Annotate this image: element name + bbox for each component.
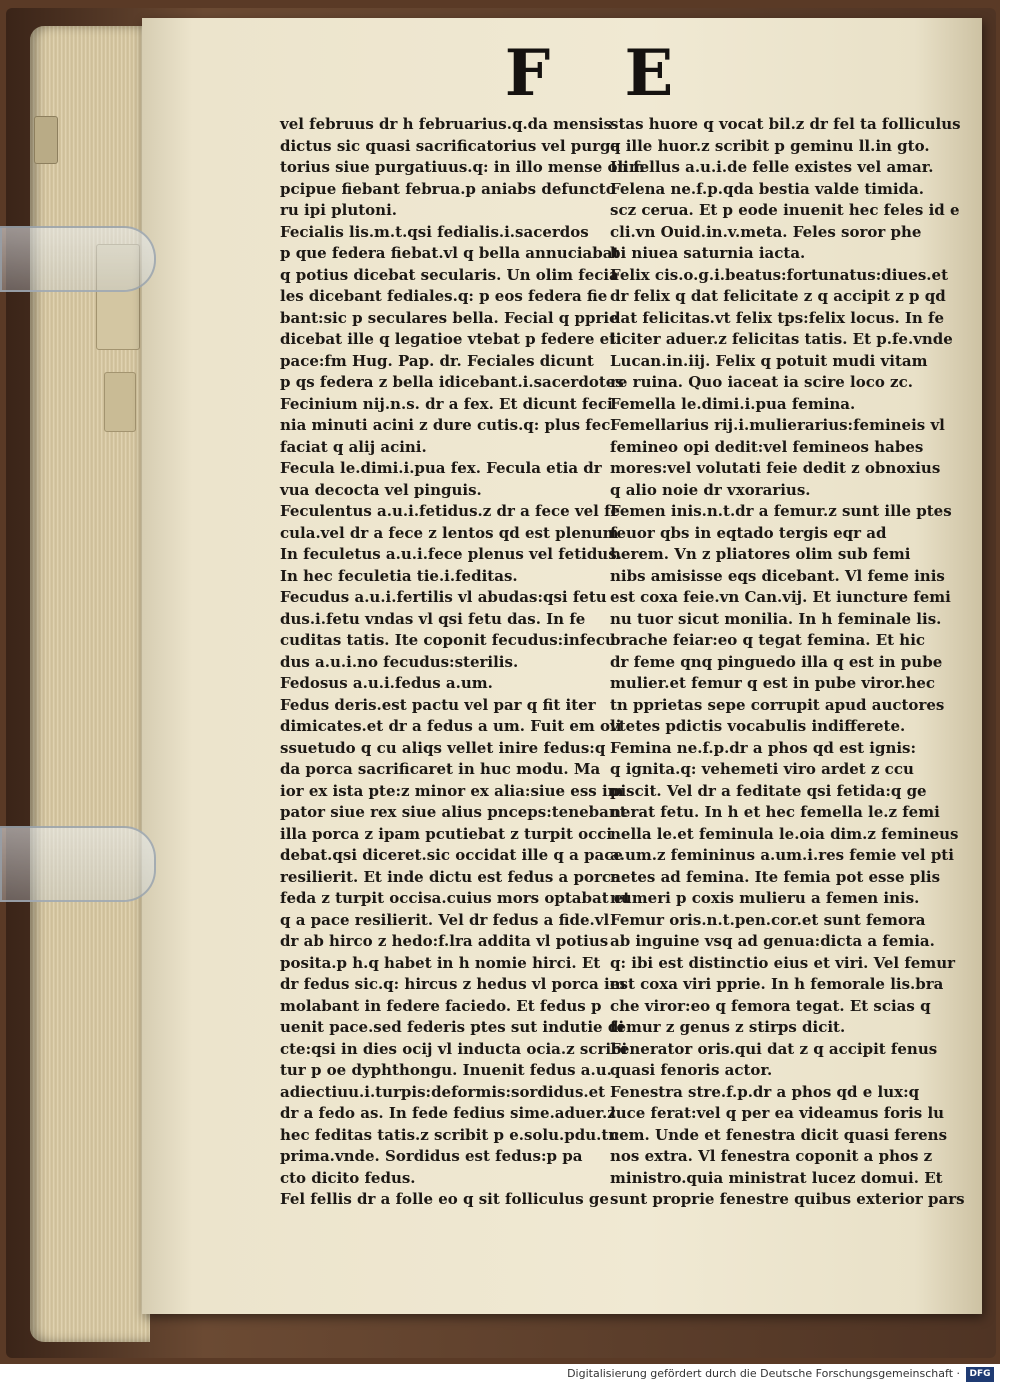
text-line: Fecinium nij.n.s. dr a fex. Et dicunt feci [280,394,613,413]
text-line: In fellus a.u.i.de felle existes vel amar. [610,158,934,176]
text-line: da porca sacrificaret in huc modu. Ma [280,760,601,778]
text-line: netes ad femina. Ite femia pot esse plis [610,867,941,886]
text-line: cto dicito fedus. [280,1168,416,1187]
text-line: nibs amisisse eqs dicebant. Vl feme inis [610,566,945,585]
text-line: vua decocta vel pinguis. [280,480,482,499]
text-line: dus.i.fetu vndas vl qsi fetu das. In fe [280,609,586,628]
text-line: Fedus deris.est pactu vel par q fit iter [280,695,596,714]
text-line: Femen inis.n.t.dr a femur.z sunt ille ptes [610,502,952,520]
text-line: In hec feculetia tie.i.feditas. [280,566,518,585]
text-line: scz ceruа. Et p eode inuenit hec feles id e [610,201,960,219]
text-line: sunt proprie fenestre quibus exterior pars [610,1190,965,1208]
text-line: debat.qsi diceret.sic occidat ille q a pace [280,846,623,864]
text-line: numeri p coxis mulieru a femen inis. [610,889,920,907]
text-line: bant:sic p seculares bella. Fecial q pprie [280,308,619,327]
text-line: q ignita.q: vehemeti viro ardet z ccu [610,760,914,778]
text-line: herem. Vn z pliatores olim sub femi [610,545,911,563]
book-page [142,18,982,1314]
text-line: dat felicitas.vt felix tps:felix locus. In fe [610,308,945,327]
text-line: vtetes pdictis vocabulis indifferete. [610,717,906,735]
text-line: nella le.et feminula le.oia dim.z femineus [610,824,959,843]
text-line: les dicebant fediales.q: p eos federa fie [280,287,608,305]
text-line: torius siue purgatiuus.q: in illo mense olim [280,158,645,176]
text-line: q alio noie dr vxorarius. [610,480,811,499]
text-line: Fel fellis dr a folle eo q sit folliculus ge [280,1190,609,1208]
marker-tab [104,372,136,432]
text-line: nia minuti acini z dure cutis.q: plus fec [280,416,611,434]
text-line: cula.vel dr a fece z lentos qd est plenum [280,523,619,542]
text-line: dimicates.et dr a fedus a um. Fuit em oli [280,717,622,735]
text-line: stas huore q vocat bil.z dr fel ta folliculus [610,115,961,133]
page-clamp-bottom [0,826,156,902]
text-line: Femella le.dimi.i.pua femina. [610,394,856,413]
text-line: pcipue fiebant februa.p aniabs defuncto [280,179,616,198]
text-line: che viror:eo q femora tegat. Et scias q [610,996,931,1015]
text-line: In feculetus a.u.i.fece plenus vel fetidus. [280,545,622,563]
text-line: dr feme qnq pinguedo illa q est in pube [610,652,943,671]
text-line: nerat fetu. In h et hec femella le.z femi [610,803,940,821]
text-line: dus a.u.i.no fecudus:sterilis. [280,652,519,671]
text-line: ior ex ista pte:z minor ex alia:siue ess im [280,781,624,800]
text-line: Fecula le.dimi.i.pua fex. Fecula etia dr [280,459,602,477]
text-line: Fenestra stre.f.p.dr a phos qd e lux:q [610,1082,920,1101]
text-line: dr ab hirco z hedo:f.lra addita vl potius [280,932,609,950]
text-line: p que federa fiebat.vl q bella annuciabat [280,244,620,262]
text-line: liciter aduer.z felicitas tatis. Et p.fe.vnde [610,330,953,348]
text-line: Fedosus a.u.i.fedus a.um. [280,674,493,692]
text-line: mulier.et femur q est in pube viror.hec [610,674,936,692]
text-line: ab inguine vsq ad genua:dicta a femia. [610,932,935,950]
text-line: p qs federa z bella idicebant.i.sacerdotes [280,373,624,391]
text-line: dictus sic quasi sacrificatorius vel purga [280,136,621,155]
marker-tab [34,116,58,164]
text-line: faciat q alij acini. [280,437,427,456]
text-line: Lucan.in.iij. Felix q potuit mudi vitam [610,351,928,370]
text-line: nos extra. Vl fenestra coponit a phos z [610,1147,933,1165]
text-line: ru ipi plutoni. [280,201,397,219]
text-line: cli.vn Ouid.in.v.meta. Feles soror phe [610,222,922,241]
text-line: mores:vel volutati feie dedit z obnoxius [610,459,941,477]
text-line: Fenerator oris.qui dat z q accipit fenus [610,1039,938,1058]
text-column-right [610,114,965,1211]
text-line: re ruina. Quo iaceat ia scire loco zc. [610,373,913,391]
text-line: dr felix q dat felicitate z q accipit z p qd [610,287,946,305]
text-line: a.um.z femininus a.um.i.res femie vel pti [610,846,954,864]
text-line: est coxa feie.vn Can.vij. Et iuncture femi [610,588,951,606]
footer-bar [0,1364,1000,1386]
text-line: q: ibi est distinctio eius et viri. Vel femur [610,953,956,972]
text-line: Femur oris.n.t.pen.cor.et sunt femora [610,910,926,929]
text-line: prima.vnde. Sordidus est fedus:p pa [280,1147,583,1165]
text-line: tn pprietas sepe corrupit apud auctores [610,695,945,714]
text-line: cte:qsi in dies ocij vl inducta ocia.z scribi [280,1039,628,1058]
text-line: luce ferat:vel q per ea videamus foris lu [610,1104,945,1122]
text-line: posita.p h.q habet in h nomie hirci. Et [280,953,601,972]
text-line: Femellarius rij.i.mulierarius:femineis vl [610,416,945,434]
text-line: Felena ne.f.p.qda bestia valde timida. [610,179,924,198]
text-line: Fecudus a.u.i.fertilis vl abudas:qsi fetu [280,588,607,606]
text-line: feda z turpit occisa.cuius mors optabat et [280,889,631,907]
text-line: brache feiar:eo q tegat femina. Et hic [610,631,926,649]
text-line: Fecialis lis.m.t.qsi fedialis.i.sacerdos [280,222,589,241]
text-line: molabant in federe faciedo. Et fedus p [280,996,602,1015]
text-line: vel februus dr h februarius.q.da mensis [280,115,613,133]
text-line: hec feditas tatis.z scribit p e.solu.pdu.tn [280,1125,620,1144]
text-line: ministro.quia ministrat lucez domui. Et [610,1168,943,1187]
funding-credit: Digitalisierung gefördert durch die Deutsche Forschungsgemeinschaft · [567,1367,960,1380]
text-line: est coxa viri pprie. In h femorale lis.bra [610,975,944,993]
text-line: q potius dicebat secularis. Un olim fecia [280,265,619,284]
text-line: tur p oe dyphthongu. Inuenit fedus a.u. [280,1061,612,1079]
text-line: uenit pace.sed federis ptes sut indutie di [280,1018,625,1036]
text-line: pace:fm Hug. Pap. dr. Feciales dicunt [280,351,594,370]
text-line: resilierit. Et inde dictu est fedus a porca [280,867,621,886]
text-line: Felix cis.o.g.i.beatus:fortunatus:diues.et [610,265,949,284]
page-stack-edge [30,26,150,1342]
text-line: nu tuor sicut monilia. In h feminale lis. [610,609,942,628]
text-line: piscit. Vel dr a feditate qsi fetida:q ge [610,781,927,800]
text-line: q ille huor.z scribit p geminu ll.in gto. [610,136,930,155]
text-line: femineo opi dedit:vel femineos habes [610,437,924,456]
text-line: cem. Unde et fenestra dicit quasi ferens [610,1125,948,1144]
text-line: feuor qbs in eqtado tergis eqr ad [610,523,887,542]
running-head: F E [504,36,700,111]
text-line: q a pace resilierit. Vel dr fedus a fide.vl [280,910,610,929]
text-line: pator siue rex siue alius pnceps:tenebant [280,803,627,821]
text-line: adiectiuu.i.turpis:deformis:sordidus.et [280,1082,606,1101]
text-line: quasi fenoris actor. [610,1061,773,1079]
text-line: cuditas tatis. Ite coponit fecudus:infecu [280,631,616,649]
text-line: bi niuea saturnia iacta. [610,244,806,262]
text-line: Femina ne.f.p.dr a phos qd est ignis: [610,738,917,757]
text-line: dicebat ille q legatioe vtebat p federe et [280,330,617,348]
text-line: illa porca z ipam pcutiebat z turpit occi [280,824,613,843]
text-line: ssuetudo q cu aliqs vellet inire fedus:q [280,738,606,757]
text-column-left [280,114,645,1211]
dfg-logo: DFG [966,1367,994,1382]
text-line: dr fedus sic.q: hircus z hedus vl porca im [280,975,626,993]
page-clamp-top [0,226,156,292]
text-line: dr a fedo as. In fede fedius sime.aduer.z [280,1104,616,1122]
text-line: femur z genus z stirps dicit. [610,1018,846,1036]
text-line: Feculentus a.u.i.fetidus.z dr a fece vel fe [280,502,621,520]
